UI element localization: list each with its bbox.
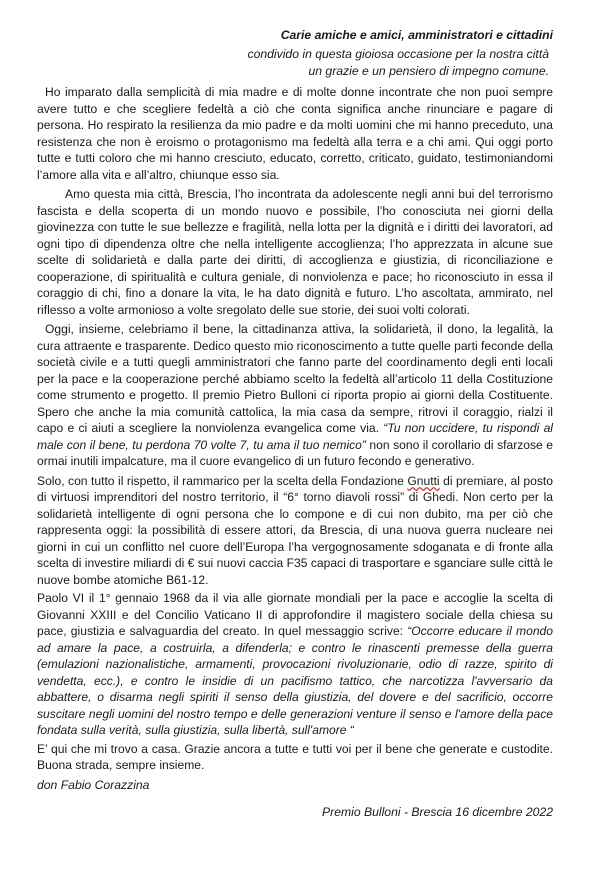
- paragraph-3-text-a: Oggi, insieme, celebriamo il bene, la cittadinanza attiva, la solidarietà, il dono, la legalità, la cura attraente e trasparente. Dedico questo mio riconoscimento a tutte quelle parti feconde della società civile e a tutti quegli amministratori che fanno parte del coordinamento degli enti locali per la pace e la cooperazione perché abbiamo scelto la fedeltà all’articolo 11 della Costituzione come strumento e progetto. Il premio Pietro Bulloni ci riporta propio ai giorni della Costituente. Spero che anche la mia comunità cattolica, la mia casa da sempre, ritrovi il coraggio, rialzi il capo e ci aiuti a scegliere la nonviolenza evangelica come via.: [37, 322, 553, 435]
- salutation: Carie amiche e amici, amministratori e cittadini: [280, 28, 553, 42]
- paragraph-4: [37, 473, 553, 589]
- subtitle-line-1: condivido in questa gioiosa occasione per la nostra città: [247, 47, 549, 61]
- foundation-name: Gnutti: [407, 473, 440, 488]
- subtitle-line-2: un grazie e un pensiero di impegno comune.: [308, 63, 549, 78]
- paragraph-6: E’ qui che mi trovo a casa. Grazie ancora a tutte e tutti voi per il bene che generate e custodite. Buona strada, sempre insieme.: [37, 741, 553, 772]
- paragraph-3-text-b: non sono il corollario di sfarzose e ormai inutili impalcature, ma il cuore evangelico di un futuro fecondo e generativo.: [37, 437, 553, 468]
- subtitle: [37, 46, 549, 79]
- signature: don Fabio Corazzina: [37, 777, 150, 792]
- closing-line: Premio Bulloni - Brescia 16 dicembre 2022: [322, 805, 553, 819]
- paragraph-4-text-a: Solo, con tutto il rispetto, il rammarico per la scelta della Fondazione: [37, 473, 408, 488]
- paragraph-1: Ho imparato dalla semplicità di mia madre e di molte donne incontrate che non puoi sempre avere tutto e che scegliere fedeltà a ciò che conta significa anche rinunciare e pagare di persona. Ho respirato la resilienza da mio padre e da molti uomini che mi hanno preceduto, una resistenza che non è eroismo o protagonismo ma fedeltà alla terra e a chi ami. Qui oggi porto tutte e tutti coloro che mi hanno cresciuto, educato, corretto, criticato, guidato, testimoniandomi l’amore alla vita e all’altro, chiunque esso sia.: [37, 85, 553, 182]
- papal-quote: “Occorre educare il mondo ad amare la pace, a costruirla, a difenderla; e contro le rinascenti premesse della guerra (emulazioni nazionalistiche, armamenti, provocazioni rivoluzionarie, odio di razze, spirito di vendetta, ecc.), e contro le insidie di un pacifismo tattico, che narcotizza l'avversario da abbattere, o disarma negli spiriti il senso della giustizia, del dovere e del sacrificio, occorre suscitare negli uomini del nostro tempo e delle generazioni venture il senso e l'amore della pace fondata sulla verità, sulla giustizia, sulla libertà, sull'amore “: [37, 624, 553, 737]
- paragraph-4-text-b: di premiare, al posto di virtuosi imprenditori del nostro territorio, il “6° torno diavoli rossi” di Ghedi. Non certo per la solidarietà intelligente di ogni persona che lo compone e di cui non dubito, ma per ciò che rappresenta oggi: la possibilità di essere attori, da Brescia, di una nuova guerra nucleare nei giorni in cui un conflitto nel cuore dell’Europa l’ha vergognosamente sdoganata e di fronte alla scelta di investire miliardi di € sui nuovi caccia F35 capaci di trasportare e sganciare sulle città le nuove bombe atomiche B61-12.: [37, 473, 553, 587]
- paragraph-5: [37, 590, 553, 739]
- gospel-quote: “Tu non uccidere, tu rispondi al male con il bene, tu perdona 70 volte 7, tu ama il tuo nemico”: [37, 421, 553, 452]
- paragraph-5-text-a: Paolo VI il 1° gennaio 1968 da il via alle giornate mondiali per la pace e accoglie la scelta di Giovanni XXIII e del Concilio Vaticano II di approfondire il magistero sociale della chiesa su pace, giustizia e salvaguardia del creato. In quel messaggio scrive:: [37, 591, 553, 638]
- letter-body: [37, 84, 553, 774]
- paragraph-3: [37, 321, 553, 470]
- paragraph-2: Amo questa mia città, Brescia, l’ho incontrata da adolescente negli anni bui del terrorismo fascista e della scoperta di un mondo nuovo e possibile, l’ho conosciuta nei giorni della giovinezza con tutte le sue bellezze e fragilità, nella lotta per la dignità e i diritti dei lavoratori, ad ogni tipo di dipendenza oltre che nella intelligente accoglienza; l’ho apprezzata in alcune sue scelte di solidarietà e dalla parte dei diritti, di accoglienza e giustizia, di riconciliazione e cooperazione, di spiritualità e cultura geniale, di nonviolenza e pace; ho riconosciuto in essa il coraggio di chi, fino a donare la vita, le ha dato dignità e futuro. L’ho ascoltata, ammirato, nel riflesso a volte armonioso a volte sregolato delle sue storie, dei suoi volti colorati.: [37, 187, 553, 317]
